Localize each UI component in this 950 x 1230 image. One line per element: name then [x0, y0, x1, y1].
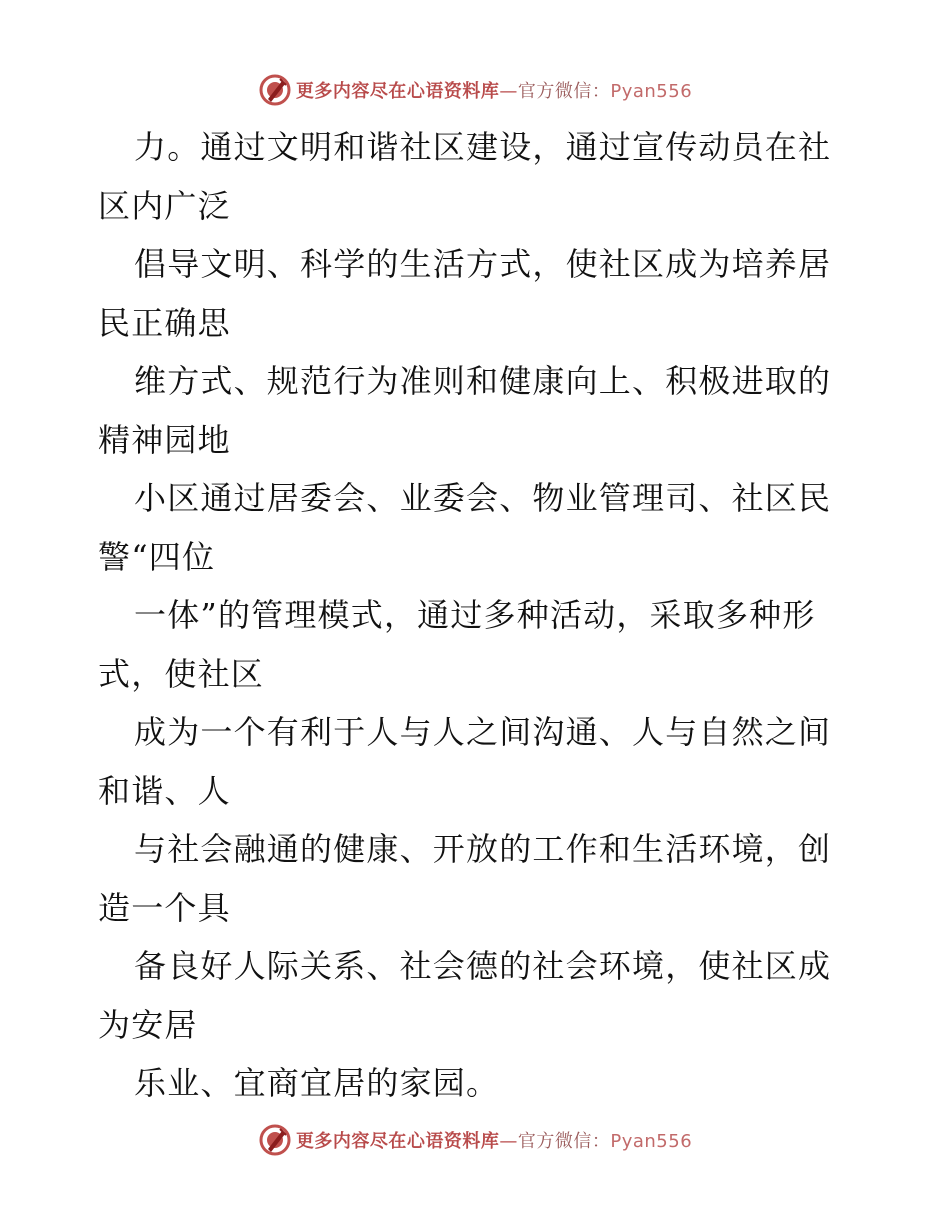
watermark-wechat-id: Pyan556: [610, 81, 693, 102]
watermark-wechat-label: 官方微信：: [517, 1131, 611, 1152]
text-line: 力。通过文明和谐社区建设，通过宣传动员在社: [134, 128, 832, 166]
header-watermark: [0, 70, 950, 110]
text-line: 警“四位: [98, 537, 216, 576]
footer-watermark: [0, 1120, 950, 1160]
text-line: 成为一个有利于人与人之间沟通、人与自然之间: [134, 713, 832, 751]
watermark-wechat-label: 官方微信：: [517, 81, 611, 102]
text-line: 和谐、人: [98, 771, 231, 810]
text-line: 乐业、宜商宜居的家园。: [134, 1064, 500, 1102]
pen-logo-icon: [258, 1123, 292, 1157]
document-body: [98, 118, 858, 1113]
watermark-brand: 更多内容尽在心语资料库: [295, 1131, 500, 1152]
watermark-text: [296, 1127, 692, 1153]
watermark-text: [296, 77, 692, 103]
text-line: 一体”的管理模式，通过多种活动，采取多种形: [134, 596, 816, 634]
text-line: 倡导文明、科学的生活方式，使社区成为培养居: [134, 245, 832, 283]
text-line: 为安居: [98, 1005, 198, 1044]
text-line: 式，使社区: [98, 654, 265, 693]
watermark-wechat-id: Pyan556: [610, 1131, 693, 1152]
text-line: 区内广泛: [98, 186, 231, 225]
text-line: 民正确思: [98, 303, 231, 342]
watermark-dash: —: [499, 81, 518, 102]
text-line: 备良好人际关系、社会德的社会环境，使社区成: [134, 947, 832, 985]
text-line: 造一个具: [98, 888, 231, 927]
watermark-dash: —: [499, 1131, 518, 1152]
text-line: 维方式、规范行为准则和健康向上、积极进取的: [134, 362, 832, 400]
watermark-brand: 更多内容尽在心语资料库: [295, 81, 500, 102]
pen-logo-icon: [258, 73, 292, 107]
text-line: 小区通过居委会、业委会、物业管理司、社区民: [134, 479, 832, 517]
text-line: 与社会融通的健康、开放的工作和生活环境，创: [134, 830, 832, 868]
text-line: 精神园地: [98, 420, 231, 459]
